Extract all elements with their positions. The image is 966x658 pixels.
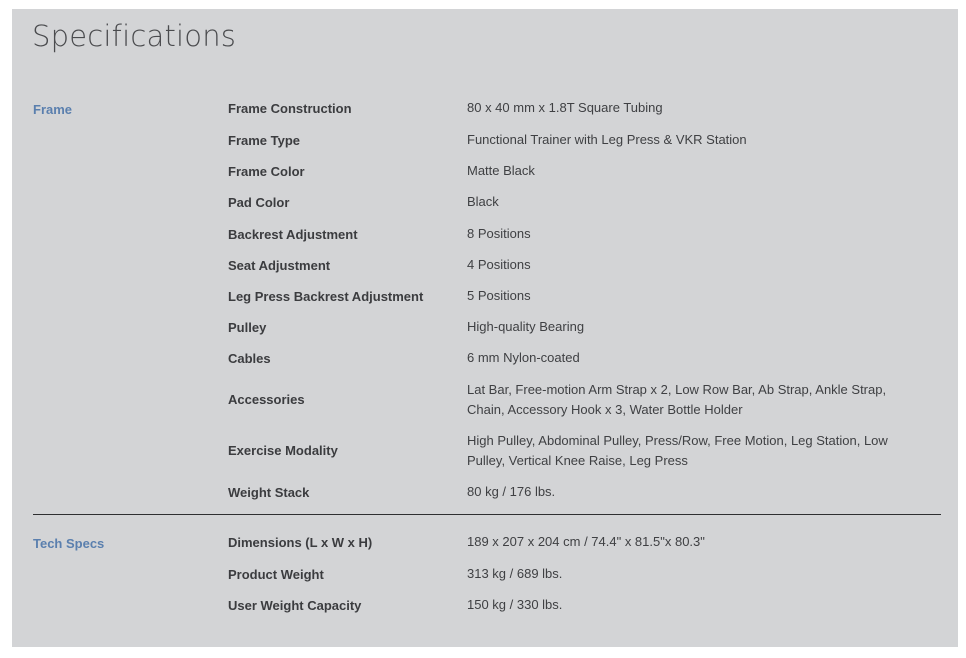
section-label-frame: Frame xyxy=(33,102,73,117)
spec-value: Black xyxy=(467,194,499,209)
spec-value: High Pulley, Abdominal Pulley, Press/Row, Free Motion, Leg Station, Low Pulley, Vertical Knee Raise, Leg Press xyxy=(467,433,888,468)
spec-value: 80 x 40 mm x 1.8T Square Tubing xyxy=(467,100,663,115)
spec-key: Exercise Modality xyxy=(228,443,338,458)
spec-value: 150 kg / 330 lbs. xyxy=(467,597,563,612)
spec-value: 313 kg / 689 lbs. xyxy=(467,566,563,581)
spec-value: 4 Positions xyxy=(467,257,531,272)
spec-key: Pad Color xyxy=(228,195,290,210)
spec-key: Accessories xyxy=(228,392,305,407)
spec-value: 189 x 207 x 204 cm / 74.4" x 81.5"x 80.3" xyxy=(467,534,705,549)
spec-key: Product Weight xyxy=(228,567,324,582)
spec-key: Cables xyxy=(228,351,271,366)
spec-key: Seat Adjustment xyxy=(228,258,331,273)
spec-value: Matte Black xyxy=(467,163,535,178)
spec-key: Frame Construction xyxy=(228,101,352,116)
spec-value: 8 Positions xyxy=(467,226,531,241)
spec-key: Frame Type xyxy=(228,133,301,148)
specifications-panel xyxy=(12,9,958,647)
spec-key: Dimensions (L x W x H) xyxy=(228,535,373,550)
page-title: Specifications xyxy=(32,19,237,53)
spec-key: Pulley xyxy=(228,320,267,335)
spec-value: Lat Bar, Free-motion Arm Strap x 2, Low Row Bar, Ab Strap, Ankle Strap, Chain, Accessory Hook x 3, Water Bottle Holder xyxy=(467,382,887,417)
spec-key: Weight Stack xyxy=(228,485,310,500)
spec-value: 5 Positions xyxy=(467,288,531,303)
spec-key: User Weight Capacity xyxy=(228,598,362,613)
section-divider xyxy=(33,514,941,515)
spec-value: 6 mm Nylon-coated xyxy=(467,350,580,365)
spec-value: Functional Trainer with Leg Press & VKR Station xyxy=(467,132,747,147)
spec-key: Frame Color xyxy=(228,164,305,179)
spec-value: 80 kg / 176 lbs. xyxy=(467,484,556,499)
spec-key: Backrest Adjustment xyxy=(228,227,358,242)
section-label-tech-specs: Tech Specs xyxy=(33,536,105,551)
spec-key: Leg Press Backrest Adjustment xyxy=(228,289,424,304)
spec-value: High-quality Bearing xyxy=(467,319,585,334)
